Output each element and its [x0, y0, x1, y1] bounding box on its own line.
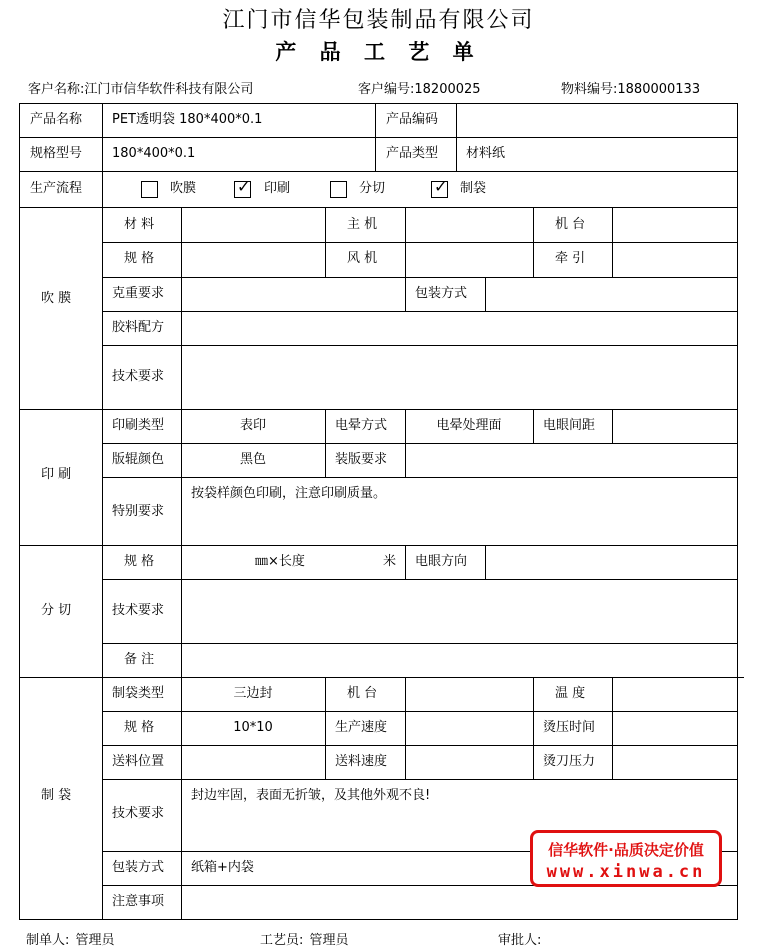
film-traction-label: 牵 引 — [555, 251, 586, 266]
watermark-stamp — [530, 830, 722, 887]
check-mark-icon: ✓ — [237, 177, 251, 196]
slit-section-label: 分 切 — [41, 603, 72, 618]
checkbox-slit[interactable] — [330, 181, 347, 198]
spec-label: 规格型号 — [30, 146, 83, 161]
slit-spec-unit-meter: 米 — [383, 554, 397, 569]
company-title: 江门市信华包装制品有限公司 — [222, 8, 535, 33]
slit-spec-unit-length: ㎜×长度 — [255, 554, 305, 569]
print-mount-label: 装版要求 — [335, 452, 388, 467]
bag-station-label: 机 台 — [347, 686, 378, 701]
print-roller-label: 版辊颜色 — [112, 452, 165, 467]
customer-name-label: 客户名称: — [28, 82, 85, 97]
slit-note-label: 备 注 — [124, 652, 155, 667]
process-label: 生产流程 — [30, 181, 83, 196]
print-special-label: 特别要求 — [112, 504, 165, 519]
customer-name: 江门市信华软件科技有限公司 — [84, 82, 254, 97]
product-type-value: 材料纸 — [466, 146, 506, 161]
product-name-value: PET透明袋 180*400*0.1 — [112, 112, 263, 127]
customer-name-row — [28, 78, 253, 97]
bag-pack-value: 纸箱+内袋 — [191, 860, 254, 875]
film-pack-label: 包装方式 — [415, 286, 468, 301]
bag-spec-value: 10*10 — [233, 720, 273, 735]
process-engineer-row — [260, 929, 349, 948]
approver-row — [498, 929, 543, 948]
customer-no-row — [358, 78, 481, 97]
bag-feed-speed-label: 送料速度 — [335, 754, 388, 769]
film-glue-label: 胶料配方 — [112, 320, 165, 335]
bag-knife-label: 烫刀压力 — [543, 754, 596, 769]
maker-value: 管理员 — [75, 933, 115, 948]
film-spec-label: 规 格 — [124, 251, 155, 266]
customer-no-label: 客户编号: — [358, 82, 415, 97]
bag-feed-pos-label: 送料位置 — [112, 754, 165, 769]
bag-press-time-label: 烫压时间 — [543, 720, 596, 735]
bag-temp-label: 温 度 — [555, 686, 586, 701]
film-section-label: 吹 膜 — [41, 291, 72, 306]
bag-speed-label: 生产速度 — [335, 720, 388, 735]
bag-section-label: 制 袋 — [41, 788, 72, 803]
bag-attention-label: 注意事项 — [112, 894, 165, 909]
spec-value: 180*400*0.1 — [112, 146, 196, 161]
material-no-row — [561, 78, 700, 97]
checkbox-print[interactable] — [234, 177, 251, 198]
film-station-label: 机 台 — [555, 217, 586, 232]
process-engineer-value: 管理员 — [309, 933, 349, 948]
bag-tech-label: 技术要求 — [112, 806, 165, 821]
process-engineer-label: 工艺员: — [260, 933, 304, 948]
maker-label: 制单人: — [26, 933, 70, 948]
approver-label: 审批人: — [498, 933, 542, 948]
bag-type-label: 制袋类型 — [112, 686, 165, 701]
bag-type-value: 三边封 — [233, 686, 273, 701]
process-step-bag: 制袋 — [460, 181, 487, 196]
print-corona-value: 电晕处理面 — [436, 418, 502, 433]
stamp-website: www.xinwa.cn — [546, 862, 706, 882]
slit-spec-label: 规 格 — [124, 554, 155, 569]
process-step-film: 吹膜 — [170, 181, 197, 196]
print-type-label: 印刷类型 — [112, 418, 165, 433]
film-tech-label: 技术要求 — [112, 369, 165, 384]
process-step-print: 印刷 — [264, 181, 291, 196]
print-special-value: 按袋样颜色印刷，注意印刷质量。 — [191, 486, 387, 501]
checkbox-film[interactable] — [141, 181, 158, 198]
checkbox-bag[interactable] — [431, 177, 448, 198]
material-no-label: 物料编号: — [561, 82, 618, 97]
slit-eye-dir-label: 电眼方向 — [415, 554, 468, 569]
slit-tech-label: 技术要求 — [112, 603, 165, 618]
film-host-label: 主 机 — [347, 217, 378, 232]
print-roller-value: 黑色 — [239, 452, 266, 467]
process-step-slit: 分切 — [359, 181, 386, 196]
print-corona-label: 电晕方式 — [335, 418, 388, 433]
form-title: 产 品 工 艺 单 — [275, 40, 482, 64]
bag-spec-label: 规 格 — [124, 720, 155, 735]
customer-no: 18200025 — [414, 82, 481, 97]
product-type-label: 产品类型 — [386, 146, 439, 161]
print-eye-label: 电眼间距 — [543, 418, 596, 433]
film-fan-label: 风 机 — [347, 251, 378, 266]
film-material-label: 材 料 — [124, 217, 155, 232]
bag-pack-label: 包装方式 — [112, 860, 165, 875]
print-section-label: 印 刷 — [41, 467, 72, 482]
bag-tech-value: 封边牢固，表面无折皱，及其他外观不良! — [191, 788, 431, 803]
product-name-label: 产品名称 — [30, 112, 83, 127]
check-mark-icon: ✓ — [434, 177, 448, 196]
material-no: 1880000133 — [617, 82, 701, 97]
maker-row — [26, 929, 115, 948]
product-code-label: 产品编码 — [386, 112, 439, 127]
stamp-slogan: 信华软件·品质决定价值 — [548, 841, 704, 859]
film-weight-label: 克重要求 — [112, 286, 165, 301]
print-type-value: 表印 — [239, 418, 266, 433]
